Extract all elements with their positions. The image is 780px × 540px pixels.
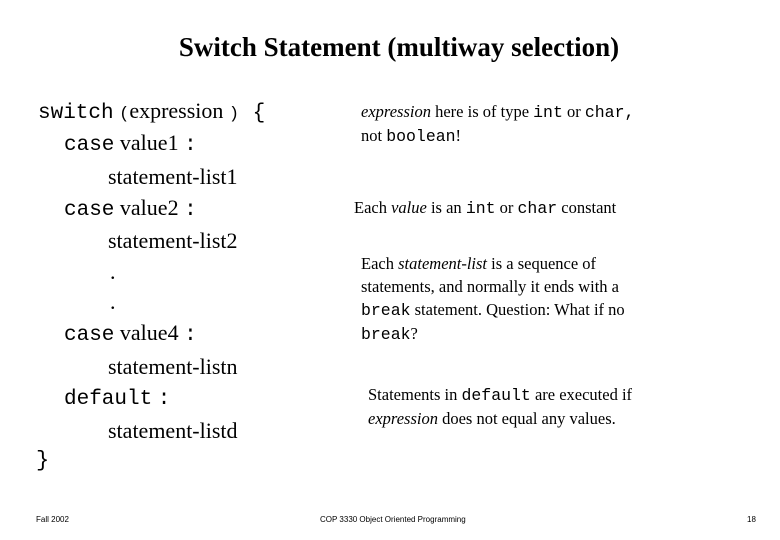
case-keyword: case [64,199,115,222]
case-colon: : [184,134,197,157]
footer-page-number: 18 [747,515,756,524]
note-default [368,383,632,430]
close-paren: ) [228,105,240,124]
note-text: Each [361,254,399,273]
break-keyword: break [361,301,411,320]
note-text: here is of type [430,102,534,121]
note-statement-list-word: statement-list [398,254,488,273]
case2-line [64,197,197,222]
statement-list-1: statement-list1 [108,164,238,189]
note-expression-word: expression [361,102,431,121]
footer-course: COP 3330 Object Oriented Programming [320,515,466,524]
case-value-4: value4 [119,320,179,345]
break-keyword: break [361,325,411,344]
note-text: Statements in [368,385,462,404]
int-keyword: int [465,199,496,218]
note-text: statements, and normally it ends with a [361,277,619,296]
note-text: not [361,126,387,145]
ellipsis-dot-2: . [110,289,116,314]
case1-line [64,132,197,157]
note-text: constant [557,198,617,217]
switch-keyword: switch [38,102,114,125]
note-text: Each [354,198,392,217]
statement-list-n: statement-listn [108,354,238,379]
case-colon: : [184,324,197,347]
note-expression-word: expression [368,409,438,428]
case-keyword: case [64,134,115,157]
default-line [64,386,170,411]
note-text: or [562,102,585,121]
note-text: statement. Question: What if no [410,300,625,319]
note-text: does not equal any values. [437,409,616,428]
default-keyword: default [64,388,153,411]
slide-title: Switch Statement (multiway selection) [178,32,620,62]
switch-line [38,100,265,126]
statement-list-d: statement-listd [108,418,238,443]
case-value-1: value1 [119,130,179,155]
case4-line [64,322,197,347]
statement-list-2: statement-list2 [108,228,238,253]
note-value-word: value [391,198,427,217]
close-brace: } [36,448,50,473]
default-colon: : [157,388,171,411]
default-keyword: default [461,386,531,405]
note-text: are executed if [530,385,633,404]
note-text: ? [410,324,418,343]
case-colon: : [184,199,197,222]
note-expression-type [361,100,634,148]
case-keyword: case [64,324,115,347]
boolean-keyword: boolean [386,127,456,146]
ellipsis-dot-1: . [110,259,116,284]
note-text: is a sequence of [487,254,597,273]
char-keyword: char [517,199,558,218]
open-brace: { [252,102,266,125]
note-text: ! [455,126,462,145]
case-value-2: value2 [119,195,179,220]
int-keyword: int [533,103,563,122]
note-value-type [354,196,616,220]
footer-date: Fall 2002 [36,515,69,524]
note-text: or [495,198,518,217]
note-text: is an [426,198,466,217]
char-keyword: char, [584,103,635,122]
expression-placeholder: expression [129,98,224,123]
open-paren: ( [119,105,130,124]
note-statement-list [361,252,625,346]
